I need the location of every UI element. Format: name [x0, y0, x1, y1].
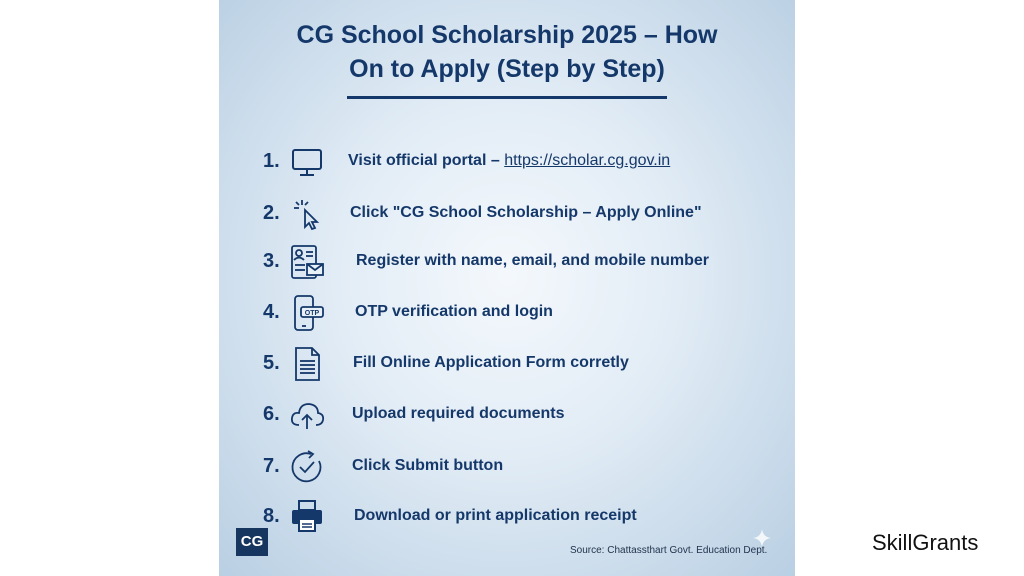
- title-underline: [347, 96, 667, 99]
- step-1: [219, 144, 795, 184]
- step-text: Fill Online Application Form corretly: [353, 354, 629, 371]
- check-circle-icon: [289, 449, 325, 485]
- step-number: 3.: [263, 250, 280, 272]
- step-text: Upload required documents: [352, 405, 565, 422]
- step-7: [219, 449, 795, 489]
- document-icon: [289, 346, 325, 382]
- registration-form-icon: [289, 244, 325, 280]
- portal-link[interactable]: https://scholar.cg.gov.in: [504, 152, 671, 169]
- step-number: 4.: [263, 301, 280, 323]
- step-number: 7.: [263, 455, 280, 477]
- step-number: 8.: [263, 505, 280, 527]
- step-number: 5.: [263, 352, 280, 374]
- cursor-click-icon: [289, 196, 325, 232]
- step-text: Click "CG School Scholarship – Apply Online": [350, 204, 702, 221]
- step-number: 6.: [263, 403, 280, 425]
- otp-label: OTP: [304, 310, 320, 317]
- sparkle-icon: [752, 528, 772, 548]
- step-text: Download or print application receipt: [354, 507, 637, 524]
- phone-otp-icon: [289, 295, 325, 331]
- page-title: [219, 18, 795, 86]
- cloud-upload-icon: [289, 397, 325, 433]
- step-text: Register with name, email, and mobile number: [356, 252, 709, 269]
- step-number: 2.: [263, 202, 280, 224]
- step-text: OTP verification and login: [355, 303, 553, 320]
- title-line-1: CG School Scholarship 2025 – How: [296, 21, 718, 49]
- brand-watermark: SkillGrants: [872, 530, 979, 555]
- step-5: [219, 346, 795, 386]
- printer-icon: [289, 499, 325, 535]
- step-8: [219, 499, 795, 539]
- step-text-label: Visit official portal –: [348, 152, 505, 169]
- title-line-2: On to Apply (Step by Step): [349, 55, 665, 83]
- source-note: Source: Chattassthart Govt. Education Dept.: [570, 545, 768, 556]
- monitor-icon: [289, 144, 325, 180]
- infographic-panel: [219, 0, 795, 576]
- step-2: [219, 196, 795, 236]
- step-6: [219, 397, 795, 437]
- cg-logo: CG: [236, 528, 268, 556]
- step-text: [348, 152, 670, 170]
- step-3: [219, 244, 795, 284]
- step-4: [219, 295, 795, 335]
- step-text: Click Submit button: [352, 457, 504, 474]
- step-number: 1.: [263, 150, 280, 172]
